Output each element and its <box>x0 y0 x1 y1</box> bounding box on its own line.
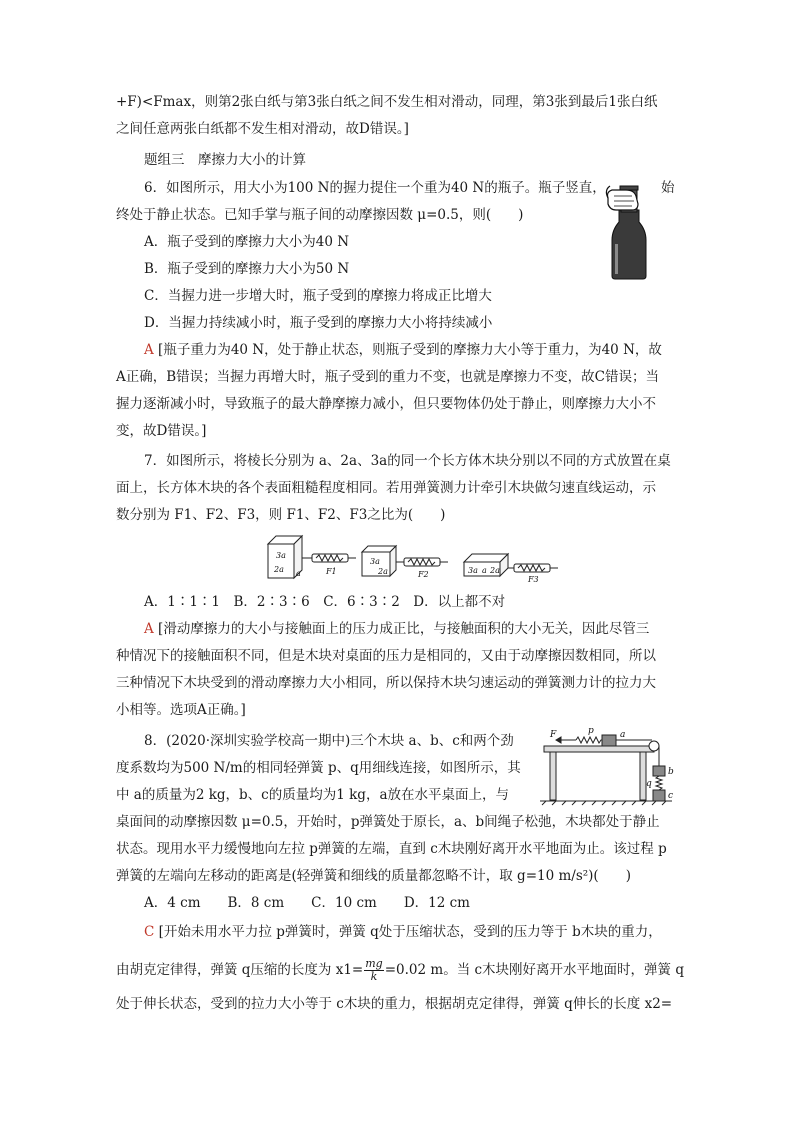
question-7-options: A．1∶1∶1 B．2∶3∶6 C．6∶3∶2 D．以上都不对 <box>144 594 506 610</box>
bottle-hand-figure <box>604 184 654 280</box>
block-2-label-top: 3a <box>370 557 380 566</box>
block-2-side <box>390 546 396 576</box>
spring-p <box>576 737 602 743</box>
answer-text: 处于伸长状态，受到的拉力大小等于 c木块的重力，根据胡克定律得，弹簧 q伸长的长度 x2= <box>116 996 673 1012</box>
block-1-label-top: 3a <box>276 551 286 560</box>
fraction-denominator: k <box>370 970 378 983</box>
answer-text: [滑动摩擦力的大小与接触面上的压力成正比，与接触面积的大小无关，因此尽管三 <box>158 621 650 637</box>
table-blocks-figure <box>540 726 676 806</box>
block-a-label: a <box>620 730 626 740</box>
table-top <box>544 746 654 752</box>
option-d: D．当握力持续减小时，瓶子受到的摩擦力大小将持续减小 <box>144 315 493 331</box>
answer-letter: A <box>144 342 154 358</box>
option-b: B．瓶子受到的摩擦力大小为50 N <box>144 261 350 277</box>
spring-2-label: F2 <box>418 570 429 579</box>
spring-q <box>656 776 662 790</box>
block-3-label-top: 3a <box>468 566 478 575</box>
blocks-spring-figure <box>264 532 564 584</box>
table-leg-right <box>640 752 646 800</box>
question-7-stem: 7．如图所示，将棱长分别为 a、2a、3a的同一个长方体木块分别以不同的方式放置在桌 <box>144 453 671 469</box>
answer-text: [瓶子重力为40 N，处于静止状态，则瓶子受到的摩擦力大小等于重力，为40 N，故 <box>158 342 662 358</box>
question-8-stem: 度系数均为500 N/m的相同轻弹簧 p、q用细线连接，如图所示，其 <box>116 760 521 776</box>
spring-1-label: F1 <box>326 567 337 576</box>
block-3-label-right: 2a <box>490 566 500 575</box>
question-6-stem-tail: 始 <box>661 180 675 196</box>
answer-text <box>116 958 684 988</box>
text-line: +F)<Fmax，则第2张白纸与第3张白纸之间不发生相对滑动，同理，第3张到最后1张白纸 <box>116 94 658 110</box>
option-a: A．瓶子受到的摩擦力大小为40 N <box>144 234 350 250</box>
block-1-label-left: 2a <box>274 565 284 574</box>
pulley <box>649 741 659 751</box>
question-6-stem: 终处于静止状态。已知手掌与瓶子间的动摩擦因数 μ=0.5，则( ) <box>116 207 524 223</box>
answer-text-part: 由胡克定律得，弹簧 q压缩的长度为 x1= <box>116 962 364 978</box>
answer-text: A正确，B错误；当握力再增大时，瓶子受到的重力不变，也就是摩擦力不变，故C错误；当 <box>116 369 659 385</box>
option-c: C．当握力进一步增大时，瓶子受到的摩擦力将成正比增大 <box>144 288 492 304</box>
block-1-label-right: a <box>296 569 301 578</box>
question-8-options: A．4 cm B．8 cm C．10 cm D．12 cm <box>144 895 470 911</box>
force-label: F <box>550 730 557 740</box>
fraction-numerator: mg <box>365 957 383 970</box>
section-heading: 题组三 摩擦力大小的计算 <box>144 152 306 168</box>
answer-text: 变，故D错误。] <box>116 423 207 439</box>
question-8-stem: 弹簧的左端向左移动的距离是(轻弹簧和细线的质量都忽略不计，取 g=10 m/s²)( ) <box>116 868 631 884</box>
question-8-stem: 8．(2020·深圳实验学校高一期中)三个木块 a、b、c和两个劲 <box>144 733 514 749</box>
table-leg-left <box>550 752 556 800</box>
question-6-stem: 6．如图所示，用大小为100 N的握力提住一个重为40 N的瓶子。瓶子竖直， <box>144 180 606 196</box>
question-7-stem: 面上，长方体木块的各个表面粗糙程度相同。若用弹簧测力计牵引木块做匀速直线运动，示 <box>116 480 656 496</box>
block-a <box>602 735 616 746</box>
question-8-stem: 桌面间的动摩擦因数 μ=0.5，开始时，p弹簧处于原长，a、b间绳子松弛，木块都处于静止 <box>116 814 660 830</box>
question-7-stem: 数分别为 F1、F2、F3，则 F1、F2、F3之比为( ) <box>116 507 446 523</box>
spring-p-label: p <box>588 726 594 736</box>
fraction <box>364 958 383 983</box>
block-c-label: c <box>668 791 674 801</box>
block-b <box>653 766 665 776</box>
answer-text: 握力逐渐减小时，导致瓶子的最大静摩擦力减小，但只要物体仍处于静止，则摩擦力大小不 <box>116 396 656 412</box>
bottle-highlight <box>615 244 618 274</box>
answer-letter: C <box>144 924 155 940</box>
spring-q-label: q <box>646 779 652 789</box>
question-8-stem: 状态。现用水平力缓慢地向左拉 p弹簧的左端，直到 c木块刚好离开水平地面为止。该过程 p <box>116 841 667 857</box>
block-3-label-mid: a <box>482 566 487 575</box>
answer-text: 小相等。选项A正确。] <box>116 702 246 718</box>
spring-3-label: F3 <box>528 575 539 584</box>
answer-6 <box>144 340 662 360</box>
answer-text-part: =0.02 m。当 c木块刚好离开水平地面时，弹簧 q <box>384 962 684 978</box>
text-line: 之间任意两张白纸都不发生相对滑动，故D错误。] <box>116 121 409 137</box>
answer-8 <box>144 922 662 942</box>
answer-text: 三种情况下木块受到的滑动摩擦力大小相同，所以保持木块匀速运动的弹簧测力计的拉力大 <box>116 675 656 691</box>
question-8-stem: 中 a的质量为2 kg，b、c的质量均为1 kg，a放在水平桌面上，与 <box>116 787 509 803</box>
answer-7 <box>144 619 649 639</box>
block-c <box>653 790 665 801</box>
answer-letter: A <box>144 621 154 637</box>
answer-text: 种情况下的接触面积不同，但是木块对桌面的压力是相同的，又由于动摩擦因数相同，所以 <box>116 648 656 664</box>
block-b-label: b <box>668 767 674 777</box>
block-2-label-right: 2a <box>378 567 388 576</box>
answer-text: [开始未用水平力拉 p弹簧时，弹簧 q处于压缩状态，受到的压力等于 b木块的重力， <box>158 924 662 940</box>
